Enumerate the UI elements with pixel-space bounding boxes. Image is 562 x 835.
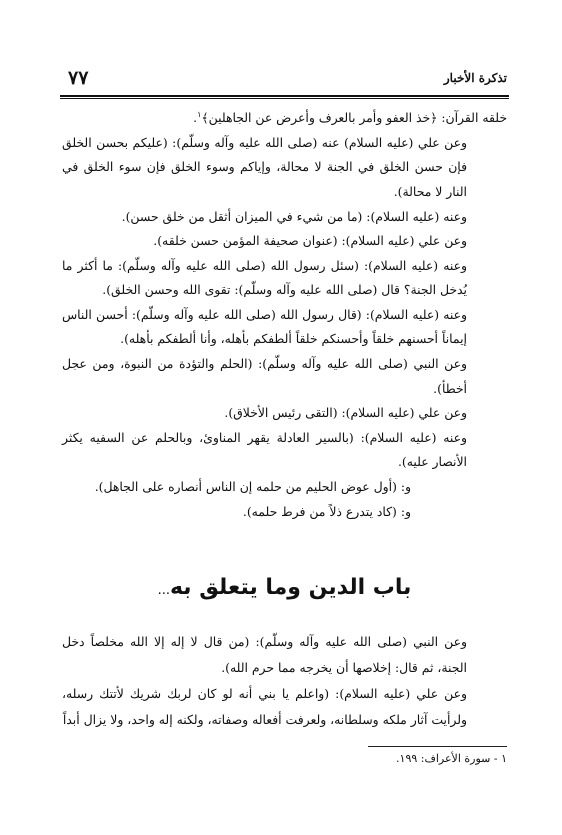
- paragraph: وعنه (عليه السلام): (قال رسول الله (صلى الله عليه وآله وسلّم): أحسن الناس إيماناً أحسنهم خلقاً وأحسنكم خلقاً ألطفكم بأهله، وأنا ألطفكم بأهله).: [62, 306, 467, 347]
- paragraph: وعنه (عليه السلام): (بالسير العادلة يقهر المناوئ، وبالحلم عن السفيه يكثر الأنصار عليه).: [62, 429, 467, 470]
- paragraph: وعنه (عليه السلام): (ما من شيء في الميزان أثقل من خلق حسن).: [121, 208, 467, 224]
- paragraph: وعن علي (عليه السلام): (التقى رئيس الأخلاق).: [224, 405, 467, 421]
- paragraph: وعن علي (عليه السلام) عنه (صلى الله عليه وآله وسلّم): (عليكم بحسن الخلق فإن حسن الخلق في الجنة لا محالة، وإياكم وسوء الخلق فإن سوء الخلق في النار لا محالة).: [62, 134, 467, 199]
- paragraph: وعنه (عليه السلام): (سئل رسول الله (صلى الله عليه وآله وسلّم): ما أكثر ما يُدخل الجنة؟ قال (صلى الله عليه وآله وسلّم): تقوى الله وحسن الخلق).: [62, 257, 467, 298]
- section-heading: باب الدين وما يتعلق به...: [157, 575, 412, 600]
- paragraph: وعن علي (عليه السلام): (واعلم يا بني أنه لو كان لربك شريك لأتتك رسله، ولرأيت آثار ملكه وسلطانه، ولعرفت أفعاله وصفاته، ولكنه إله واحد، ولا يزال أبداً: [62, 686, 467, 727]
- section-text: [62, 629, 507, 733]
- paragraph: وعن النبي (صلى الله عليه وآله وسلّم): (الحلم والتؤدة من النبوة، ومن عجل أخطأ).: [62, 356, 467, 396]
- paragraph: خلقه القرآن: ﴿خذ العفو وأمر بالعرف وأعرض عن الجاهلين﴾$^١$.: [193, 110, 507, 126]
- page-header: [62, 67, 507, 91]
- main-text: [62, 103, 507, 524]
- paragraph: و: (أول عوض الحليم من حلمه إن الناس أنصاره على الجاهل).: [94, 479, 411, 495]
- header-rule-thin: [60, 98, 509, 99]
- paragraph: و: (كاد يتدرع ذلاً من فرط حلمه).: [242, 503, 411, 519]
- paragraph: وعن النبي (صلى الله عليه وآله وسلّم): (من قال لا إله إلا الله مخلصاً دخل الجنة، ثم قال: إخلاصها أن يخرجه مما حرم الله).: [62, 634, 467, 675]
- running-title: تذكرة الأخبار: [443, 71, 507, 85]
- footnote-marker: ١: [197, 110, 202, 119]
- footnote: ١ - سورة الأعراف: ١٩٩.: [396, 752, 507, 765]
- header-rule: [60, 95, 509, 97]
- page-number: ٧٧: [68, 67, 89, 89]
- footnote-rule: [368, 746, 507, 747]
- paragraph: وعن علي (عليه السلام): (عنوان صحيفة المؤمن حسن خلقه).: [153, 233, 467, 249]
